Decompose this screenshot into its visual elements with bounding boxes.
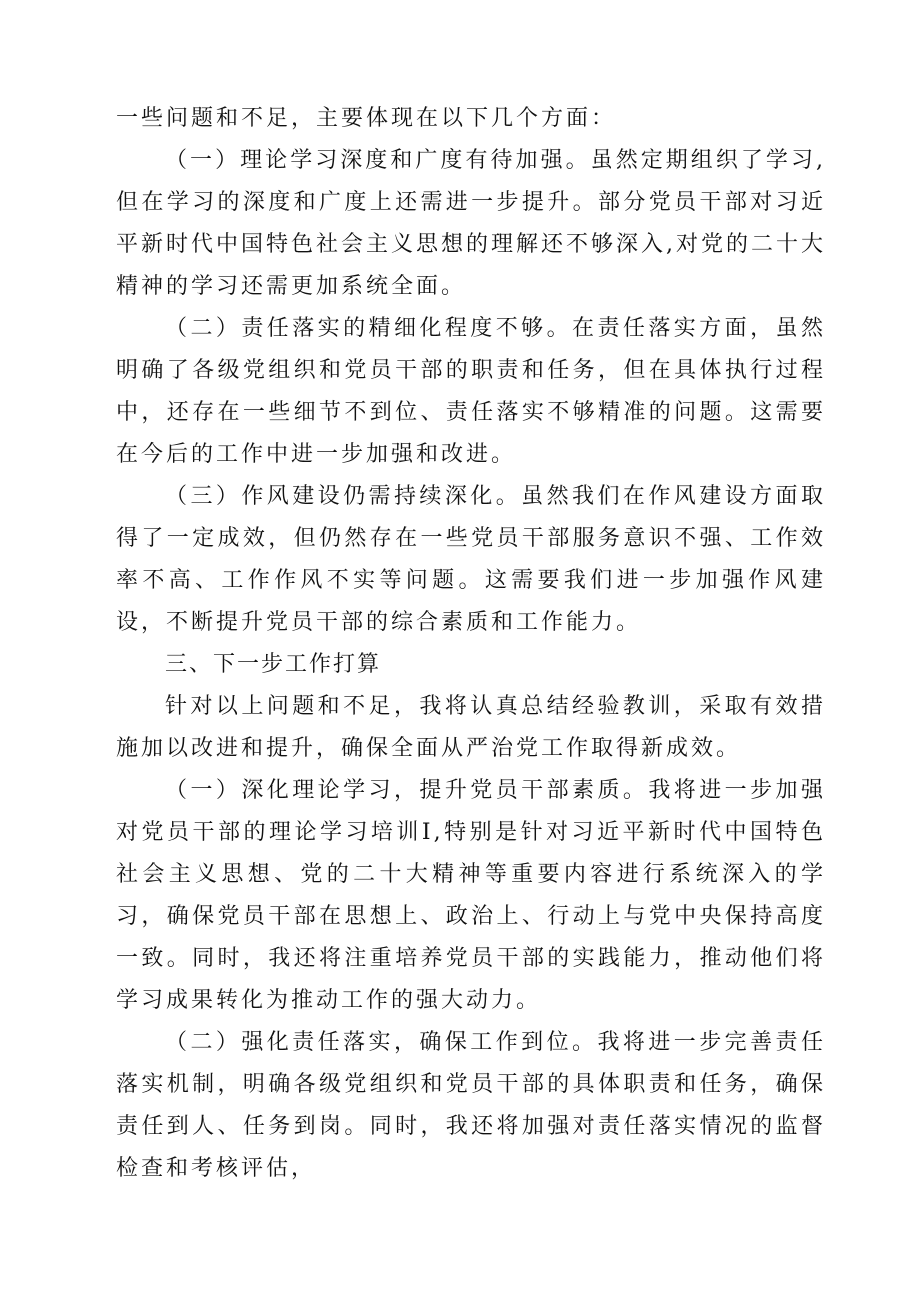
paragraph-plan-2: （二）强化责任落实，确保工作到位。我将进一步完善责任落实机制，明确各级党组织和党员干部的具体职责和任务，确保责任到人、任务到岗。同时，我还将加强对责任落实情况的监督检查和考核评估， [116, 1030, 826, 1181]
paragraph-continuation: 一些问题和不足，主要体现在以下几个方面： [116, 106, 617, 131]
document-body [116, 98, 826, 1190]
paragraph-plan-1: （一）深化理论学习，提升党员干部素质。我将进一步加强对党员干部的理论学习培训I,特别是针对习近平新时代中国特色社会主义思想、党的二十大精神等重要内容进行系统深入的学习，确保党员干部在思想上、政治上、行动上与党中央保持高度一致。同时，我还将注重培养党员干部的实践能力，推动他们将学习成果转化为推动工作的强大动力。 [116, 778, 826, 1013]
paragraph-issue-3: （三）作风建设仍需持续深化。虽然我们在作风建设方面取得了一定成效，但仍然存在一些党员干部服务意识不强、工作效率不高、工作作风不实等问题。这需要我们进一步加强作风建设，不断提升党员干部的综合素质和工作能力。 [116, 484, 826, 635]
paragraph-issue-1: （一）理论学习深度和广度有待加强。虽然定期组织了学习,但在学习的深度和广度上还需进一步提升。部分党员干部对习近平新时代中国特色社会主义思想的理解还不够深入,对党的二十大精神的学习还需更加系统全面。 [116, 148, 826, 299]
section-heading-next-steps: 三、下一步工作打算 [165, 652, 382, 677]
paragraph-issue-2: （二）责任落实的精细化程度不够。在责任落实方面，虽然明确了各级党组织和党员干部的职责和任务，但在具体执行过程中，还存在一些细节不到位、责任落实不够精准的问题。这需要在今后的工作中进一步加强和改进。 [116, 316, 826, 467]
paragraph-next-steps-intro: 针对以上问题和不足，我将认真总结经验教训，采取有效措施加以改进和提升，确保全面从严治党工作取得新成效。 [116, 694, 826, 761]
